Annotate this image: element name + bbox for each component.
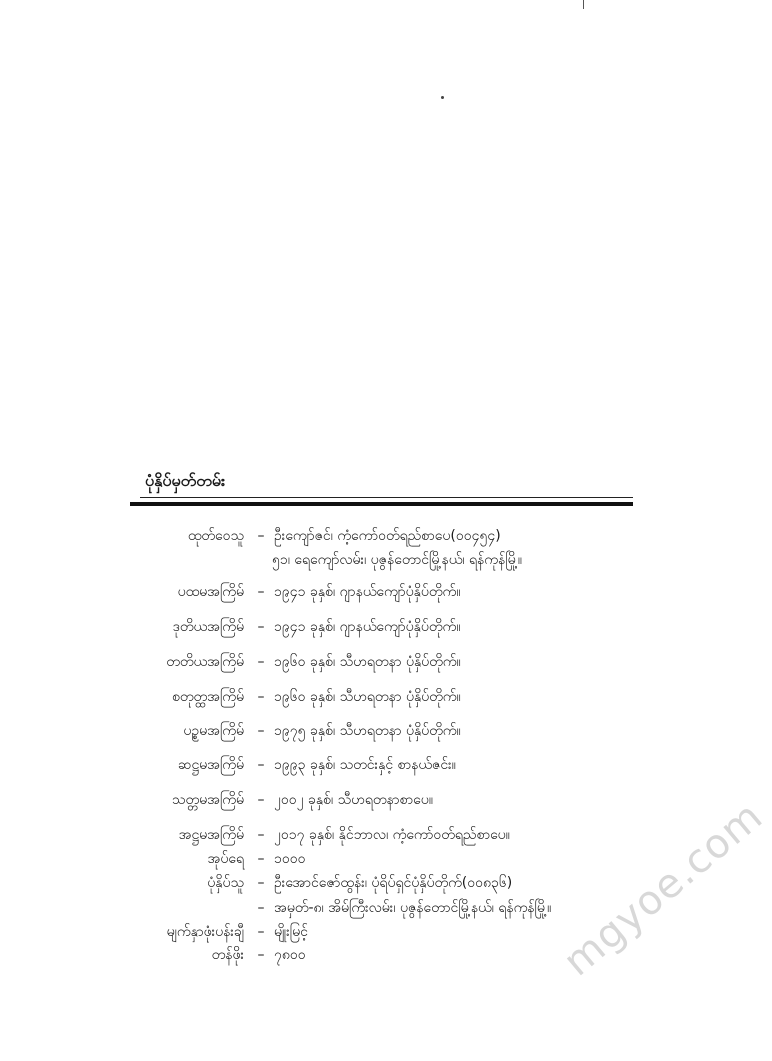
row-dash: – [257, 900, 265, 916]
row-value: ၂၀၁၇ ခုနှစ်၊ နိုင်ဘာလ၊ ကံ့ကော်ဝတ်ရည်စာပေ။ [274, 827, 510, 843]
section-heading: ပုံနှိပ်မှတ်တမ်း [145, 471, 226, 490]
colophon-row-publisher [0, 524, 750, 548]
colophon-row-3rd-edition [0, 650, 750, 674]
row-value: ဦးအောင်ဇော်ထွန်း၊ ပုံရိပ်ရှင်ပုံနှိပ်တိုက်(၀၀၈၃၆) [274, 875, 513, 891]
row-label: အုပ်ရေ [207, 851, 244, 867]
row-value: ၁၉၄၁ ခုနှစ်၊ ဂျာနယ်ကျော်ပုံနှိပ်တိုက်။ [274, 584, 461, 600]
row-label: သတ္တမအကြိမ် [171, 792, 244, 808]
row-label: ပထမအကြိမ် [177, 584, 244, 600]
row-label: မျက်နှာဖုံးပန်းချီ [166, 924, 244, 940]
row-label: စတုတ္ထအကြိမ် [171, 689, 244, 705]
row-label: အဋ္ဌမအကြိမ် [178, 827, 244, 843]
row-dash: – [257, 827, 265, 843]
colophon-row-5th-edition [0, 719, 750, 743]
row-dash: – [257, 924, 265, 940]
row-value: ၁၉၄၁ ခုနှစ်၊ ဂျာနယ်ကျော်ပုံနှိပ်တိုက်။ [274, 619, 461, 635]
row-label: ဆဋ္ဌမအကြိမ် [177, 757, 244, 773]
colophon-row-1st-edition [0, 580, 750, 604]
row-dash: – [257, 723, 265, 739]
colophon-row-print-run [0, 847, 750, 871]
row-value: ၁၉၉၃ ခုနှစ်၊ သတင်းနှင့် စာနယ်ဇင်း။ [274, 757, 456, 773]
row-dash: – [257, 689, 265, 705]
row-dash: – [257, 528, 265, 544]
colophon-row-publisher-address [0, 548, 750, 572]
colophon-row-2nd-edition [0, 615, 750, 639]
row-label: ထုတ်ဝေသူ [187, 528, 244, 544]
row-dash: – [257, 875, 265, 891]
row-dash: – [257, 619, 265, 635]
colophon-row-7th-edition [0, 788, 750, 812]
colophon-row-4th-edition [0, 685, 750, 709]
row-continuation: ၅၁၊ ရေကျော်လမ်း၊ ပုဇွန်တောင်မြို့နယ်၊ ရန်ကုန်မြို့။ [272, 552, 522, 568]
row-continuation: အမှတ်-၈၊ အိမ်ကြီးလမ်း၊ ပုဇွန်တောင်မြို့နယ်၊ ရန်ကုန်မြို့။ [274, 900, 552, 916]
row-dash: – [257, 654, 265, 670]
row-value: ၇၈၀၀ [274, 947, 306, 963]
row-value: ၁၉၆၀ ခုနှစ်၊ သီဟရတနာ ပုံနှိပ်တိုက်။ [274, 689, 461, 705]
colophon-row-6th-edition [0, 753, 750, 777]
row-label: ပဉ္စမအကြိမ် [183, 723, 244, 739]
row-value: ၁၉၇၅ ခုနှစ်၊ သီဟရတနာ ပုံနှိပ်တိုက်။ [274, 723, 461, 739]
row-dash: – [257, 792, 265, 808]
row-dash: – [257, 757, 265, 773]
row-dash: – [257, 851, 265, 867]
row-label: တတိယအကြိမ် [166, 654, 244, 670]
row-label: ပုံနှိပ်သူ [207, 875, 244, 891]
row-value: ၂၀၀၂ ခုနှစ်၊ သီဟရတနာစာပေ။ [274, 792, 433, 808]
row-label: ဒုတိယအကြိမ် [172, 619, 244, 635]
colophon-row-8th-edition [0, 823, 750, 847]
row-value: ၁၀၀၀ [274, 851, 306, 867]
row-dash: – [257, 947, 265, 963]
row-label: တန်ဖိုး [211, 947, 244, 963]
row-value: ၁၉၆၀ ခုနှစ်၊ သီဟရတနာ ပုံနှိပ်တိုက်။ [274, 654, 461, 670]
row-value: မျိုးမြင့် [274, 924, 308, 940]
colophon-row-price [0, 943, 750, 967]
watermark: mgyoe.com [555, 792, 772, 986]
row-value: ဦးကျော်ဇင်၊ ကံ့ကော်ဝတ်ရည်စာပေ(၀၀၄၅၄) [274, 528, 501, 544]
row-dash: – [257, 584, 265, 600]
